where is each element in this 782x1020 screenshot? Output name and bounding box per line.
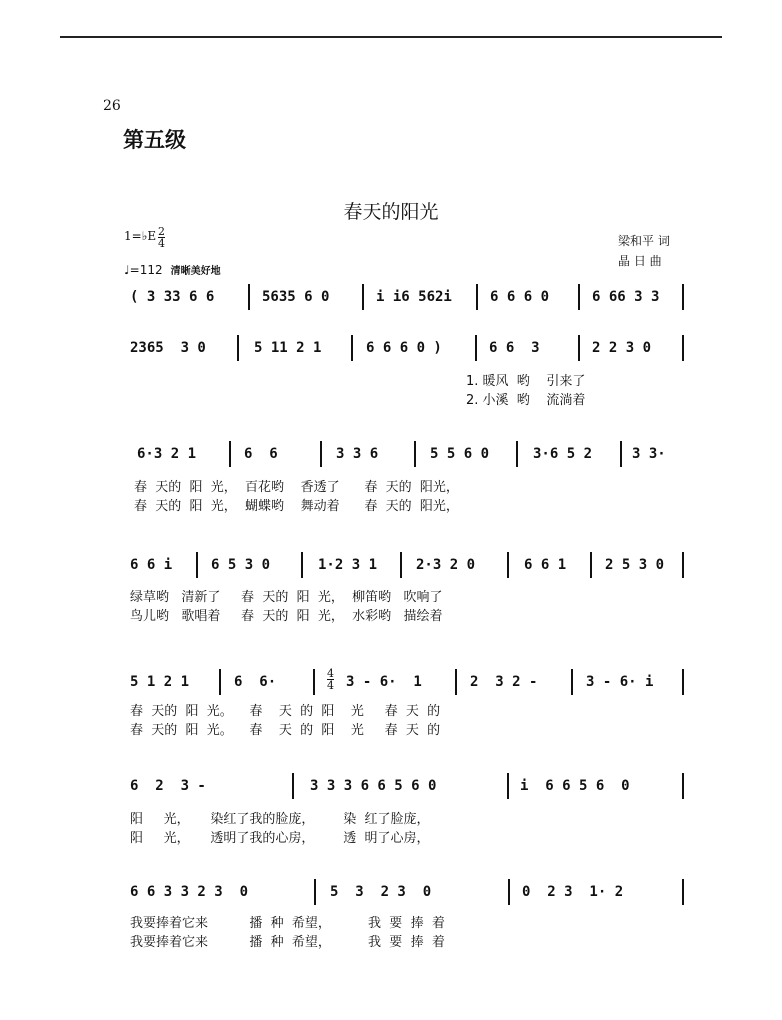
tempo-marking <box>124 262 221 277</box>
bar-line <box>507 552 509 578</box>
measure-notes: 6 6 6 0 <box>490 289 550 305</box>
bar-line <box>620 441 622 467</box>
measure-notes: 3 - 6· 1 <box>346 674 422 690</box>
level-heading: 第五级 <box>123 128 186 152</box>
bar-line <box>590 552 592 578</box>
bar-line <box>237 335 239 361</box>
bar-line <box>314 879 316 905</box>
measure-notes: 3 - 6· i <box>586 674 654 690</box>
page-number: 26 <box>103 98 121 114</box>
bar-line <box>301 552 303 578</box>
measure-notes: 3 3 3 6 6 5 6 0 <box>310 778 437 794</box>
measure-notes: 6 66 3 3 <box>592 289 660 305</box>
song-title: 春天的阳光 <box>343 201 439 223</box>
measure-notes: 2365 3 0 <box>130 340 206 356</box>
measure-notes: 6 6 6 0 ) <box>366 340 442 356</box>
measure-notes: i 6 6 5 6 0 <box>520 778 630 794</box>
measure-notes: 3 3· <box>632 446 666 462</box>
meter-change-numerator: 4 <box>327 667 334 680</box>
measure-notes: ( 3 33 6 6 <box>130 289 215 305</box>
meter-denominator: 4 <box>158 237 165 250</box>
bar-line <box>682 879 684 905</box>
meter-change-denominator: 4 <box>327 679 334 692</box>
measure-notes: 6 6 1 <box>524 557 567 573</box>
tempo-value: ♩=112 <box>124 263 163 277</box>
bar-line <box>476 284 478 310</box>
measure-notes: 3 3 6 <box>336 446 379 462</box>
measure-notes: 3·6 5 2 <box>533 446 593 462</box>
bar-line <box>682 335 684 361</box>
measure-notes: 6 6 <box>244 446 278 462</box>
bar-line <box>682 284 684 310</box>
measure-notes: 6 2 3 - <box>130 778 206 794</box>
bar-line <box>219 669 221 695</box>
bar-line <box>507 773 509 799</box>
expression-mark: 清晰美好地 <box>170 266 221 277</box>
bar-line <box>578 284 580 310</box>
meter-numerator: 2 <box>158 225 165 238</box>
measure-notes: 5 5 6 0 <box>430 446 490 462</box>
measure-notes: 2 5 3 0 <box>605 557 665 573</box>
measure-notes: 2 2 3 0 <box>592 340 652 356</box>
lyric-line: 春 天的 阳 光， 百花哟 香透了 春 天的 阳光， <box>134 480 459 495</box>
measure-notes: 6 6 3 <box>489 340 540 356</box>
bar-line <box>292 773 294 799</box>
bar-line <box>682 552 684 578</box>
lyric-line: 1. 暖风 哟 引来了 <box>466 374 586 389</box>
lyric-line: 我要捧着它来 播 种 希望， 我 要 捧 着 <box>130 916 445 931</box>
bar-line <box>196 552 198 578</box>
bar-line <box>578 335 580 361</box>
measure-notes: 0 2 3 1· 2 <box>522 884 624 900</box>
bar-line <box>313 669 315 695</box>
measure-notes: 1·2 3 1 <box>318 557 378 573</box>
measure-notes: 6 6 3 3 2 3 0 <box>130 884 249 900</box>
time-signature <box>158 226 165 249</box>
measure-notes: 5 3 2 3 0 <box>330 884 432 900</box>
measure-notes: 6 5 3 0 <box>211 557 271 573</box>
lyric-line: 鸟儿哟 歌唱着 春 天的 阳 光， 水彩哟 描绘着 <box>130 609 443 624</box>
measure-notes: 5635 6 0 <box>262 289 330 305</box>
bar-line <box>682 669 684 695</box>
lyric-line: 春 天的 阳 光， 蝴蝶哟 舞动着 春 天的 阳光， <box>134 499 459 514</box>
bar-line <box>682 773 684 799</box>
bar-line <box>248 284 250 310</box>
bar-line <box>508 879 510 905</box>
bar-line <box>400 552 402 578</box>
key-signature: 1=♭E <box>124 229 157 243</box>
bar-line <box>229 441 231 467</box>
composer-credit: 晶 日 曲 <box>618 254 662 268</box>
bar-line <box>362 284 364 310</box>
bar-line <box>320 441 322 467</box>
bar-line <box>475 335 477 361</box>
lyric-line: 春 天的 阳 光。 春 天 的 阳 光 春 天 的 <box>130 704 441 719</box>
lyric-line: 我要捧着它来 播 种 希望， 我 要 捧 着 <box>130 935 445 950</box>
measure-notes: 6 6· <box>234 674 277 690</box>
measure-notes: 5 11 2 1 <box>254 340 322 356</box>
top-rule <box>60 36 722 38</box>
measure-notes: 5 1 2 1 <box>130 674 190 690</box>
bar-line <box>455 669 457 695</box>
lyric-line: 绿草哟 清新了 春 天的 阳 光， 柳笛哟 吹响了 <box>130 590 443 605</box>
bar-line <box>571 669 573 695</box>
bar-line <box>414 441 416 467</box>
measure-notes: 2·3 2 0 <box>416 557 476 573</box>
measure-notes: 6·3 2 1 <box>137 446 197 462</box>
lyric-line: 2. 小溪 哟 流淌着 <box>466 393 586 408</box>
bar-line <box>351 335 353 361</box>
measure-notes: 6 6 i <box>130 557 173 573</box>
meter-change <box>327 668 334 691</box>
measure-notes: 2 3 2 - <box>470 674 538 690</box>
bar-line <box>516 441 518 467</box>
lyric-line: 春 天的 阳 光。 春 天 的 阳 光 春 天 的 <box>130 723 441 738</box>
lyric-line: 阳 光， 染红了我的脸庞， 染 红了脸庞， <box>130 812 430 827</box>
lyricist-credit: 梁和平 词 <box>618 234 670 248</box>
measure-notes: i i6 562i <box>376 289 452 305</box>
lyric-line: 阳 光， 透明了我的心房， 透 明了心房， <box>130 831 430 846</box>
